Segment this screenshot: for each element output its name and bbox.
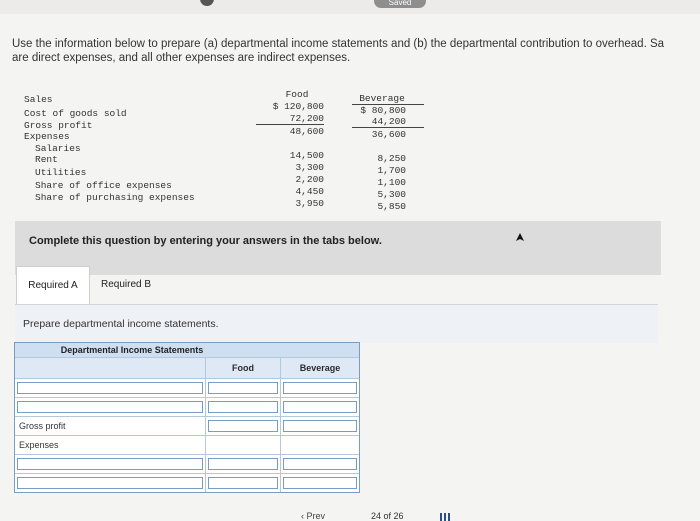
table-title: Departmental Income Statements <box>15 343 359 357</box>
requirement-bar <box>15 304 658 343</box>
food-amount-input[interactable] <box>208 477 278 489</box>
tab-required-a[interactable]: Required A <box>16 266 90 305</box>
tab-required-b[interactable]: Required B <box>100 279 152 290</box>
account-input[interactable] <box>17 382 203 394</box>
mouse-cursor-icon <box>515 233 525 243</box>
instructions-line-1: Use the information below to prepare (a) departmental income statements and (b) the departmental contribution to overhead. Sa <box>12 38 665 50</box>
table-row <box>15 473 359 492</box>
instructions <box>12 37 700 65</box>
cogs-beverage-underline <box>352 127 424 128</box>
beverage-amount-input[interactable] <box>283 458 357 470</box>
food-gross-profit-input[interactable] <box>208 420 278 432</box>
requirement-text: Prepare departmental income statements. <box>23 318 219 330</box>
complete-question-text: Complete this question by entering your answers in the tabs below. <box>29 235 382 247</box>
office-share-food: 4,450 <box>295 186 324 197</box>
row-label-rent: Rent <box>35 154 58 165</box>
gross-profit-label: Gross profit <box>19 421 66 431</box>
column-header-beverage: Beverage <box>299 363 341 373</box>
expenses-label: Expenses <box>19 440 59 450</box>
column-header-food: Food <box>206 358 281 378</box>
cogs-beverage: 44,200 <box>371 116 406 127</box>
footer <box>0 505 700 521</box>
food-amount-input[interactable] <box>208 382 278 394</box>
account-input[interactable] <box>17 477 203 489</box>
grid-icon[interactable] <box>440 513 452 521</box>
table-row <box>15 378 359 397</box>
gross-profit-beverage: 36,600 <box>371 129 406 140</box>
cogs-food-underline <box>256 124 324 125</box>
row-label-salaries: Salaries <box>35 143 81 154</box>
row-label-purchasing-share: Share of purchasing expenses <box>35 192 195 203</box>
gross-profit-food: 48,600 <box>289 126 324 137</box>
top-strip <box>0 0 700 14</box>
sales-food: $ 120,800 <box>272 101 324 112</box>
row-label-cogs: Cost of goods sold <box>24 108 127 119</box>
col-head-food: Food <box>285 89 309 100</box>
beverage-amount-input[interactable] <box>283 382 357 394</box>
rent-beverage: 1,700 <box>377 165 406 176</box>
food-amount-input[interactable] <box>208 401 278 413</box>
departmental-income-statement-table <box>14 342 360 493</box>
account-input[interactable] <box>17 401 203 413</box>
beverage-gross-profit-input[interactable] <box>283 420 357 432</box>
beverage-amount-input[interactable] <box>283 401 357 413</box>
row-label-expenses: Expenses <box>24 131 70 142</box>
page-counter: 24 of 26 <box>371 511 404 521</box>
salaries-food: 14,500 <box>289 150 324 161</box>
purchasing-share-food: 3,950 <box>295 198 324 209</box>
row-label-office-share: Share of office expenses <box>35 180 172 191</box>
table-row <box>15 397 359 416</box>
table-header-row <box>15 357 359 378</box>
beverage-amount-input[interactable] <box>283 477 357 489</box>
col-head-beverage: Beverage <box>359 93 405 104</box>
salaries-beverage: 8,250 <box>377 153 406 164</box>
prev-label: Prev <box>306 511 326 521</box>
gross-profit-row <box>15 416 359 435</box>
saved-badge: Saved <box>374 0 426 8</box>
prev-button[interactable] <box>301 511 325 521</box>
table-row <box>15 454 359 473</box>
utilities-beverage: 1,100 <box>377 177 406 188</box>
row-label-utilities: Utilities <box>35 167 87 178</box>
purchasing-share-beverage: 5,850 <box>377 201 406 212</box>
row-label-gross-profit: Gross profit <box>24 120 93 131</box>
food-amount-input[interactable] <box>208 458 278 470</box>
expenses-row <box>15 435 359 454</box>
sales-beverage: $ 80,800 <box>360 105 406 116</box>
cogs-food: 72,200 <box>289 113 324 124</box>
account-input[interactable] <box>17 458 203 470</box>
instructions-line-2: are direct expenses, and all other expenses are indirect expenses. <box>12 52 351 64</box>
office-share-beverage: 5,300 <box>377 189 406 200</box>
rent-food: 3,300 <box>295 162 324 173</box>
chevron-left-icon: ‹ <box>301 511 304 521</box>
utilities-food: 2,200 <box>295 174 324 185</box>
row-label-sales: Sales <box>24 94 53 105</box>
